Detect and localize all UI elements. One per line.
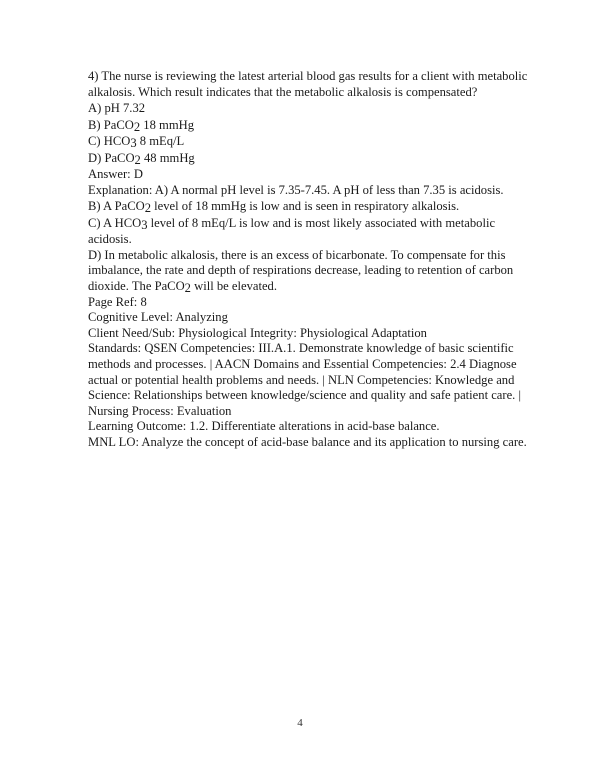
- answer-line: Answer: D: [88, 167, 143, 182]
- explanation-text: level of 8 mEq/L is low and is most likely associated with metabolic acidosis.: [88, 215, 496, 247]
- option-letter: A): [88, 101, 102, 116]
- explanation-c: [88, 215, 538, 248]
- option-d: [88, 150, 538, 167]
- page-number: 4: [297, 717, 303, 729]
- option-c: [88, 133, 538, 150]
- option-text: 8 mEq/L: [136, 134, 185, 149]
- explanation-text: level of 18 mmHg is low and is seen in respiratory alkalosis.: [150, 199, 460, 214]
- explanation-b: [88, 198, 538, 215]
- learning-outcome: Learning Outcome: 1.2. Differentiate alterations in acid-base balance.: [88, 419, 440, 434]
- option-letter: B): [88, 117, 101, 132]
- subscript: 3: [130, 136, 137, 151]
- option-text: 48 mmHg: [140, 150, 195, 165]
- explanation-d: [88, 248, 538, 295]
- option-text: 18 mmHg: [140, 117, 195, 132]
- option-letter: C): [88, 134, 101, 149]
- mnl-lo: MNL LO: Analyze the concept of acid-base balance and its application to nursing care.: [88, 434, 527, 449]
- option-text: PaCO: [103, 117, 134, 132]
- subscript: 2: [144, 201, 151, 216]
- subscript: 2: [134, 152, 141, 167]
- subscript: 2: [133, 119, 141, 134]
- option-text: pH 7.32: [104, 101, 146, 116]
- option-letter: D): [88, 150, 102, 165]
- standards: Standards: QSEN Competencies: III.A.1. Demonstrate knowledge of basic scientific methods and processes. | AACN Domains and Essential Competencies: 2.4 Diagnose actual or potential health problems and needs. | NLN Competencies: Knowledge and Science: Relationships between knowledge/science and quality and safe patient care. | Nursing Process: Evaluation: [88, 341, 521, 418]
- option-text: PaCO: [104, 150, 135, 165]
- option-text: HCO: [103, 134, 131, 149]
- subscript: 2: [184, 280, 191, 295]
- page-ref: Page Ref: 8: [88, 294, 147, 309]
- explanation-text: D) In metabolic alkalosis, there is an excess of bicarbonate. To compensate for this imbalance, the rate and depth of respirations decrease, leading to retention of carbon dioxide. The PaCO: [88, 247, 514, 293]
- question-stem: 4) The nurse is reviewing the latest arterial blood gas results for a client with metabolic alkalosis. Which result indicates that the metabolic alkalosis is compensated?: [88, 69, 528, 99]
- document-page: [88, 69, 538, 451]
- option-a: [88, 100, 538, 117]
- explanation-a: Explanation: A) A normal pH level is 7.35-7.45. A pH of less than 7.35 is acidosis.: [88, 182, 504, 197]
- explanation-text: will be elevated.: [190, 278, 277, 293]
- option-b: [88, 117, 538, 134]
- client-need: Client Need/Sub: Physiological Integrity: Physiological Adaptation: [88, 325, 427, 340]
- explanation-text: C) A HCO: [88, 215, 142, 230]
- cognitive-level: Cognitive Level: Analyzing: [88, 310, 228, 325]
- explanation-text: B) A PaCO: [88, 199, 145, 214]
- subscript: 3: [141, 217, 148, 232]
